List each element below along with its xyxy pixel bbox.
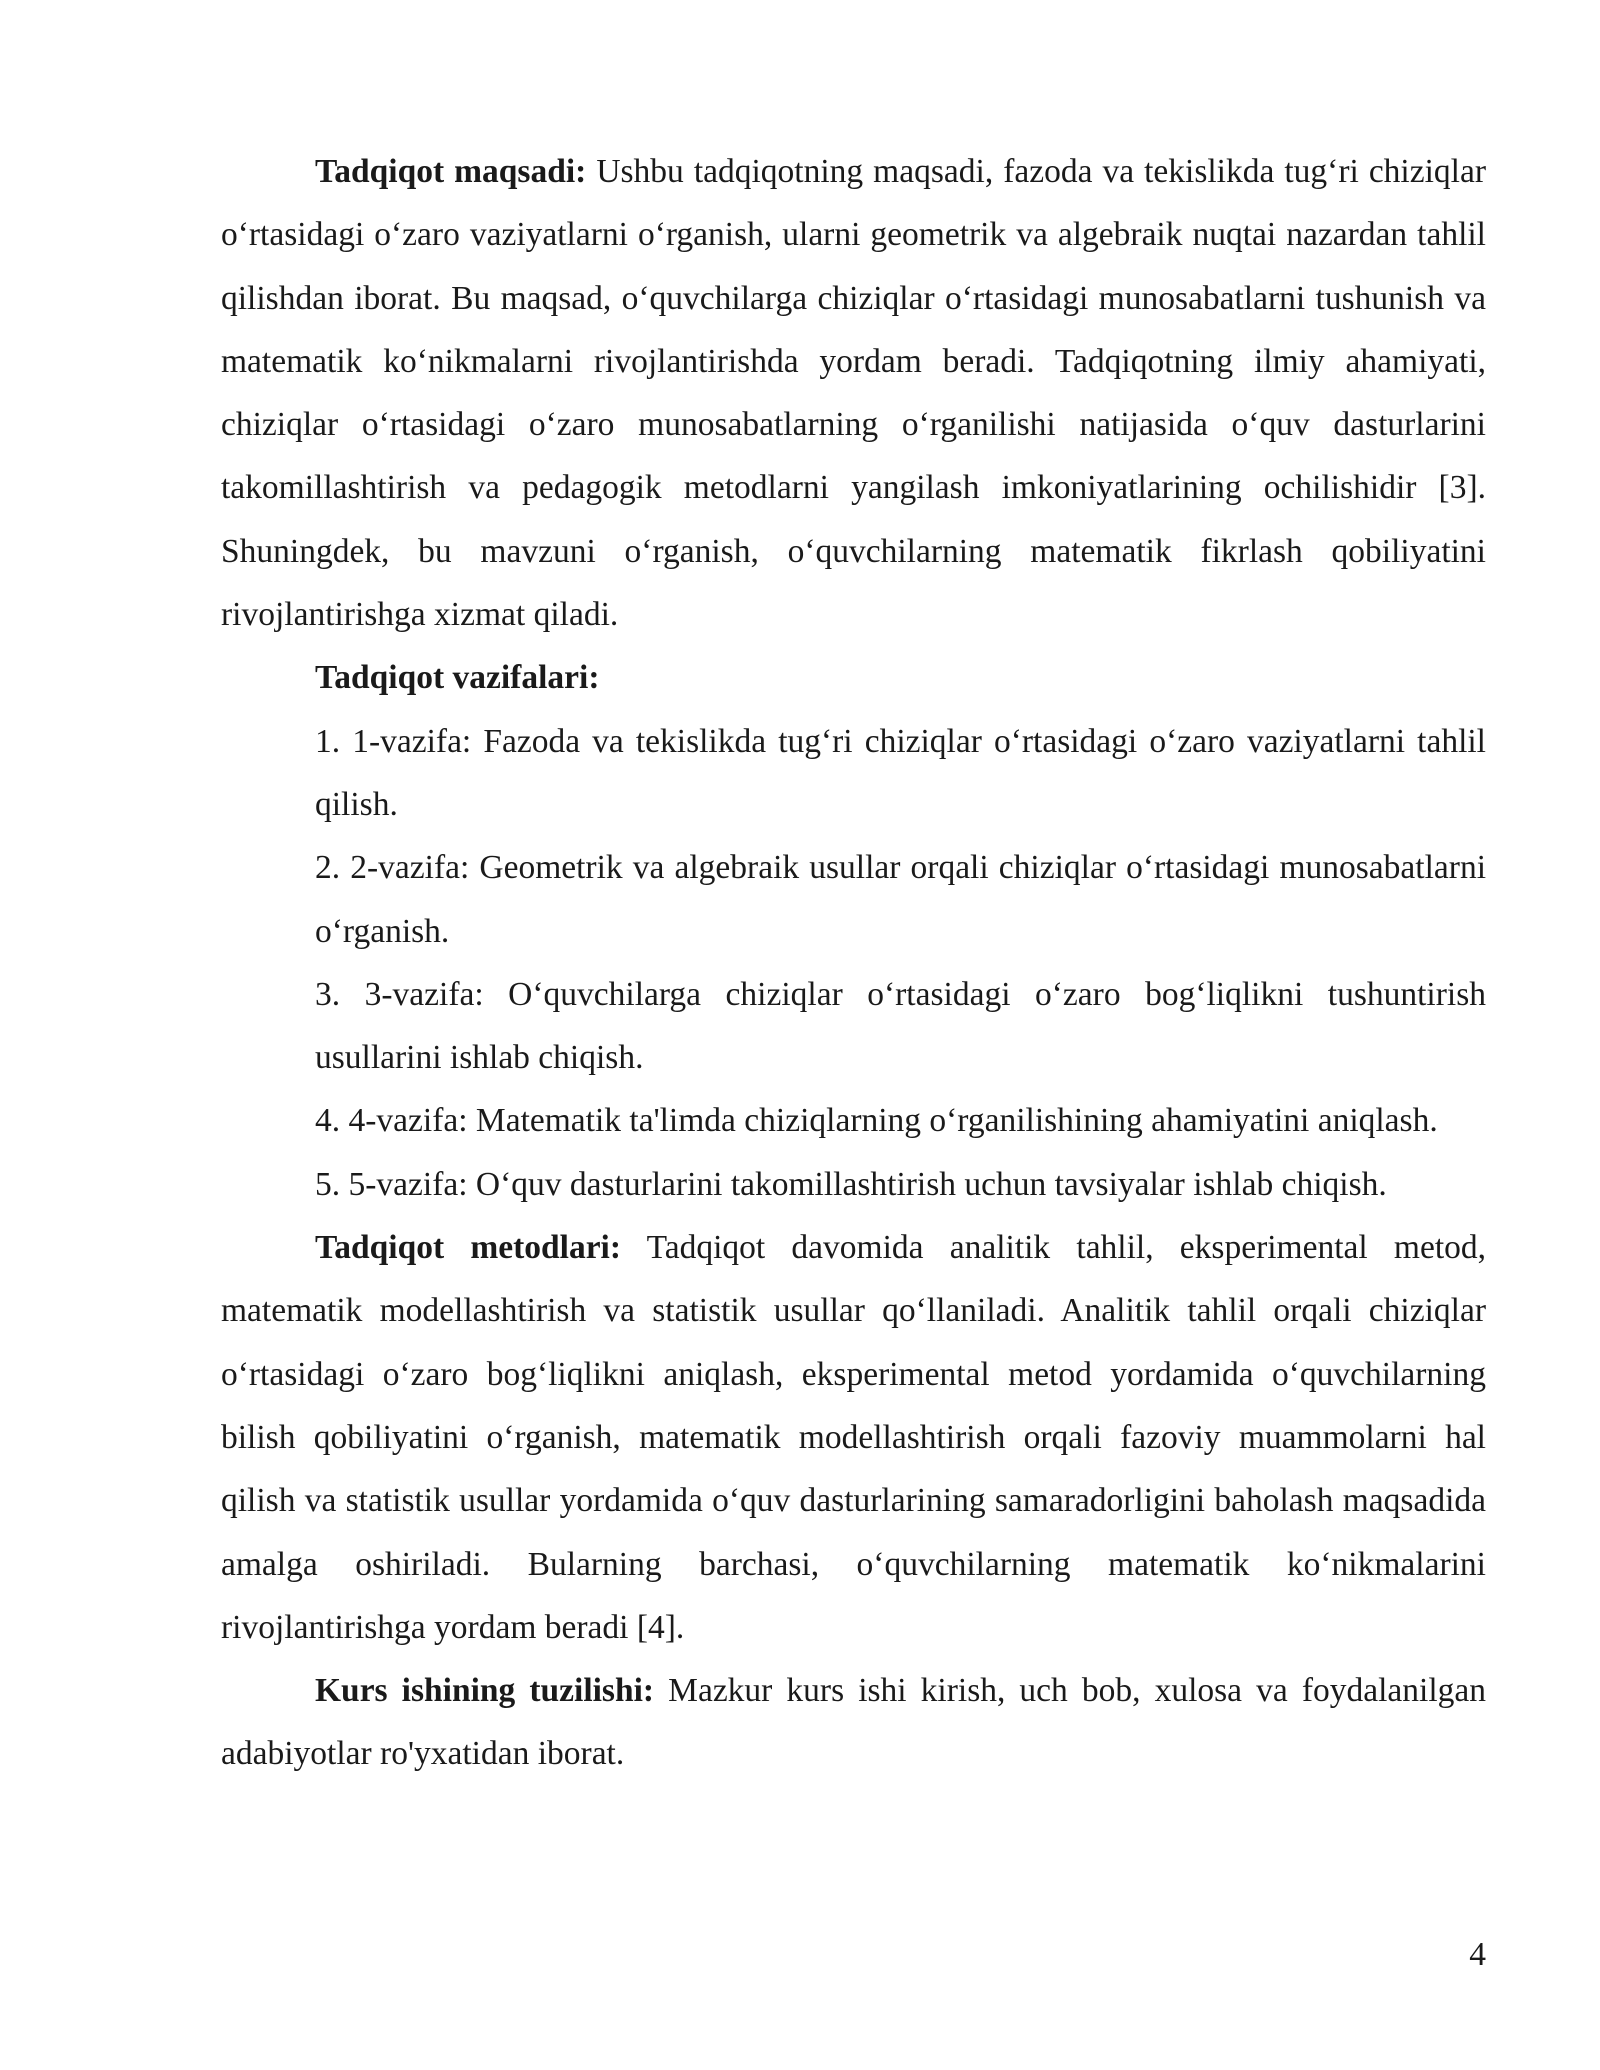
list-item: 2. 2-vazifa: Geometrik va algebraik usullar orqali chiziqlar o‘rtasidagi munosabatlarni o‘rganish. — [315, 849, 1486, 950]
list-item: 4. 4-vazifa: Matematik ta'limda chiziqlarning o‘rganilishining ahamiyatini aniqlash. — [315, 1102, 1438, 1140]
page-number: 4 — [1469, 1936, 1486, 1973]
heading-tuzilish: Kurs ishining tuzilishi: — [315, 1672, 655, 1710]
heading-vazifalar: Tadqiqot vazifalari: — [315, 659, 600, 697]
paragraph-vazifalar-heading — [221, 646, 1486, 709]
paragraph-maqsad — [221, 140, 1486, 646]
text-metodlar: Tadqiqot davomida analitik tahlil, eksperimental metod, matematik modellashtirish va statistik usullar qo‘llaniladi. Analitik tahlil orqali chiziqlar o‘rtasidagi o‘zaro bog‘liqlikni aniqlash, eksperimental metod yordamida o‘quvchilarning bilish qobiliyatini o‘rganish, matematik modellashtirish orqali fazoviy muammolarni hal qilish va statistik usullar yordamida o‘quv dasturlarining samaradorligini baholash maqsadida amalga oshiriladi. Bularning barchasi, o‘quvchilarning matematik ko‘nikmalarini rivojlantirishga yordam beradi [4]. — [221, 1229, 1486, 1646]
document-body — [221, 140, 1486, 1786]
list-item: 3. 3-vazifa: O‘quvchilarga chiziqlar o‘rtasidagi o‘zaro bog‘liqlikni tushuntirish usullarini ishlab chiqish. — [315, 975, 1486, 1077]
paragraph-metodlar — [221, 1216, 1486, 1659]
list-item: 5. 5-vazifa: O‘quv dasturlarini takomillashtirish uchun tavsiyalar ishlab chiqish. — [315, 1165, 1387, 1203]
text-maqsad: Ushbu tadqiqotning maqsadi, fazoda va tekislikda tug‘ri chiziqlar o‘rtasidagi o‘zaro vaziyatlarni o‘rganish, ularni geometrik va algebraik nuqtai nazardan tahlil qilishdan iborat. Bu maqsad, o‘quvchilarga chiziqlar o‘rtasidagi munosabatlarni tushunish va matematik ko‘nikmalarni rivojlantirishda yordam beradi. Tadqiqotning ilmiy ahamiyati, chiziqlar o‘rtasidagi o‘zaro munosabatlarning o‘rganilishi natijasida o‘quv dasturlarini takomillashtirish va pedagogik metodlarni yangilash imkoniyatlarining ochilishidir [3]. Shuningdek, bu mavzuni o‘rganish, o‘quvchilarning matematik fikrlash qobiliyatini rivojlantirishga xizmat qiladi. — [221, 153, 1486, 634]
text-tuzilish: Mazkur kurs ishi kirish, uch bob, xulosa va foydalanilgan adabiyotlar ro'yxatidan iborat. — [221, 1672, 1487, 1773]
heading-metodlar: Tadqiqot metodlari: — [315, 1229, 622, 1267]
list-item: 1. 1-vazifa: Fazoda va tekislikda tug‘ri chiziqlar o‘rtasidagi o‘zaro vaziyatlarni tahlil qilish. — [315, 722, 1486, 823]
paragraph-tuzilish — [221, 1659, 1486, 1786]
heading-maqsad: Tadqiqot maqsadi: — [315, 153, 587, 190]
